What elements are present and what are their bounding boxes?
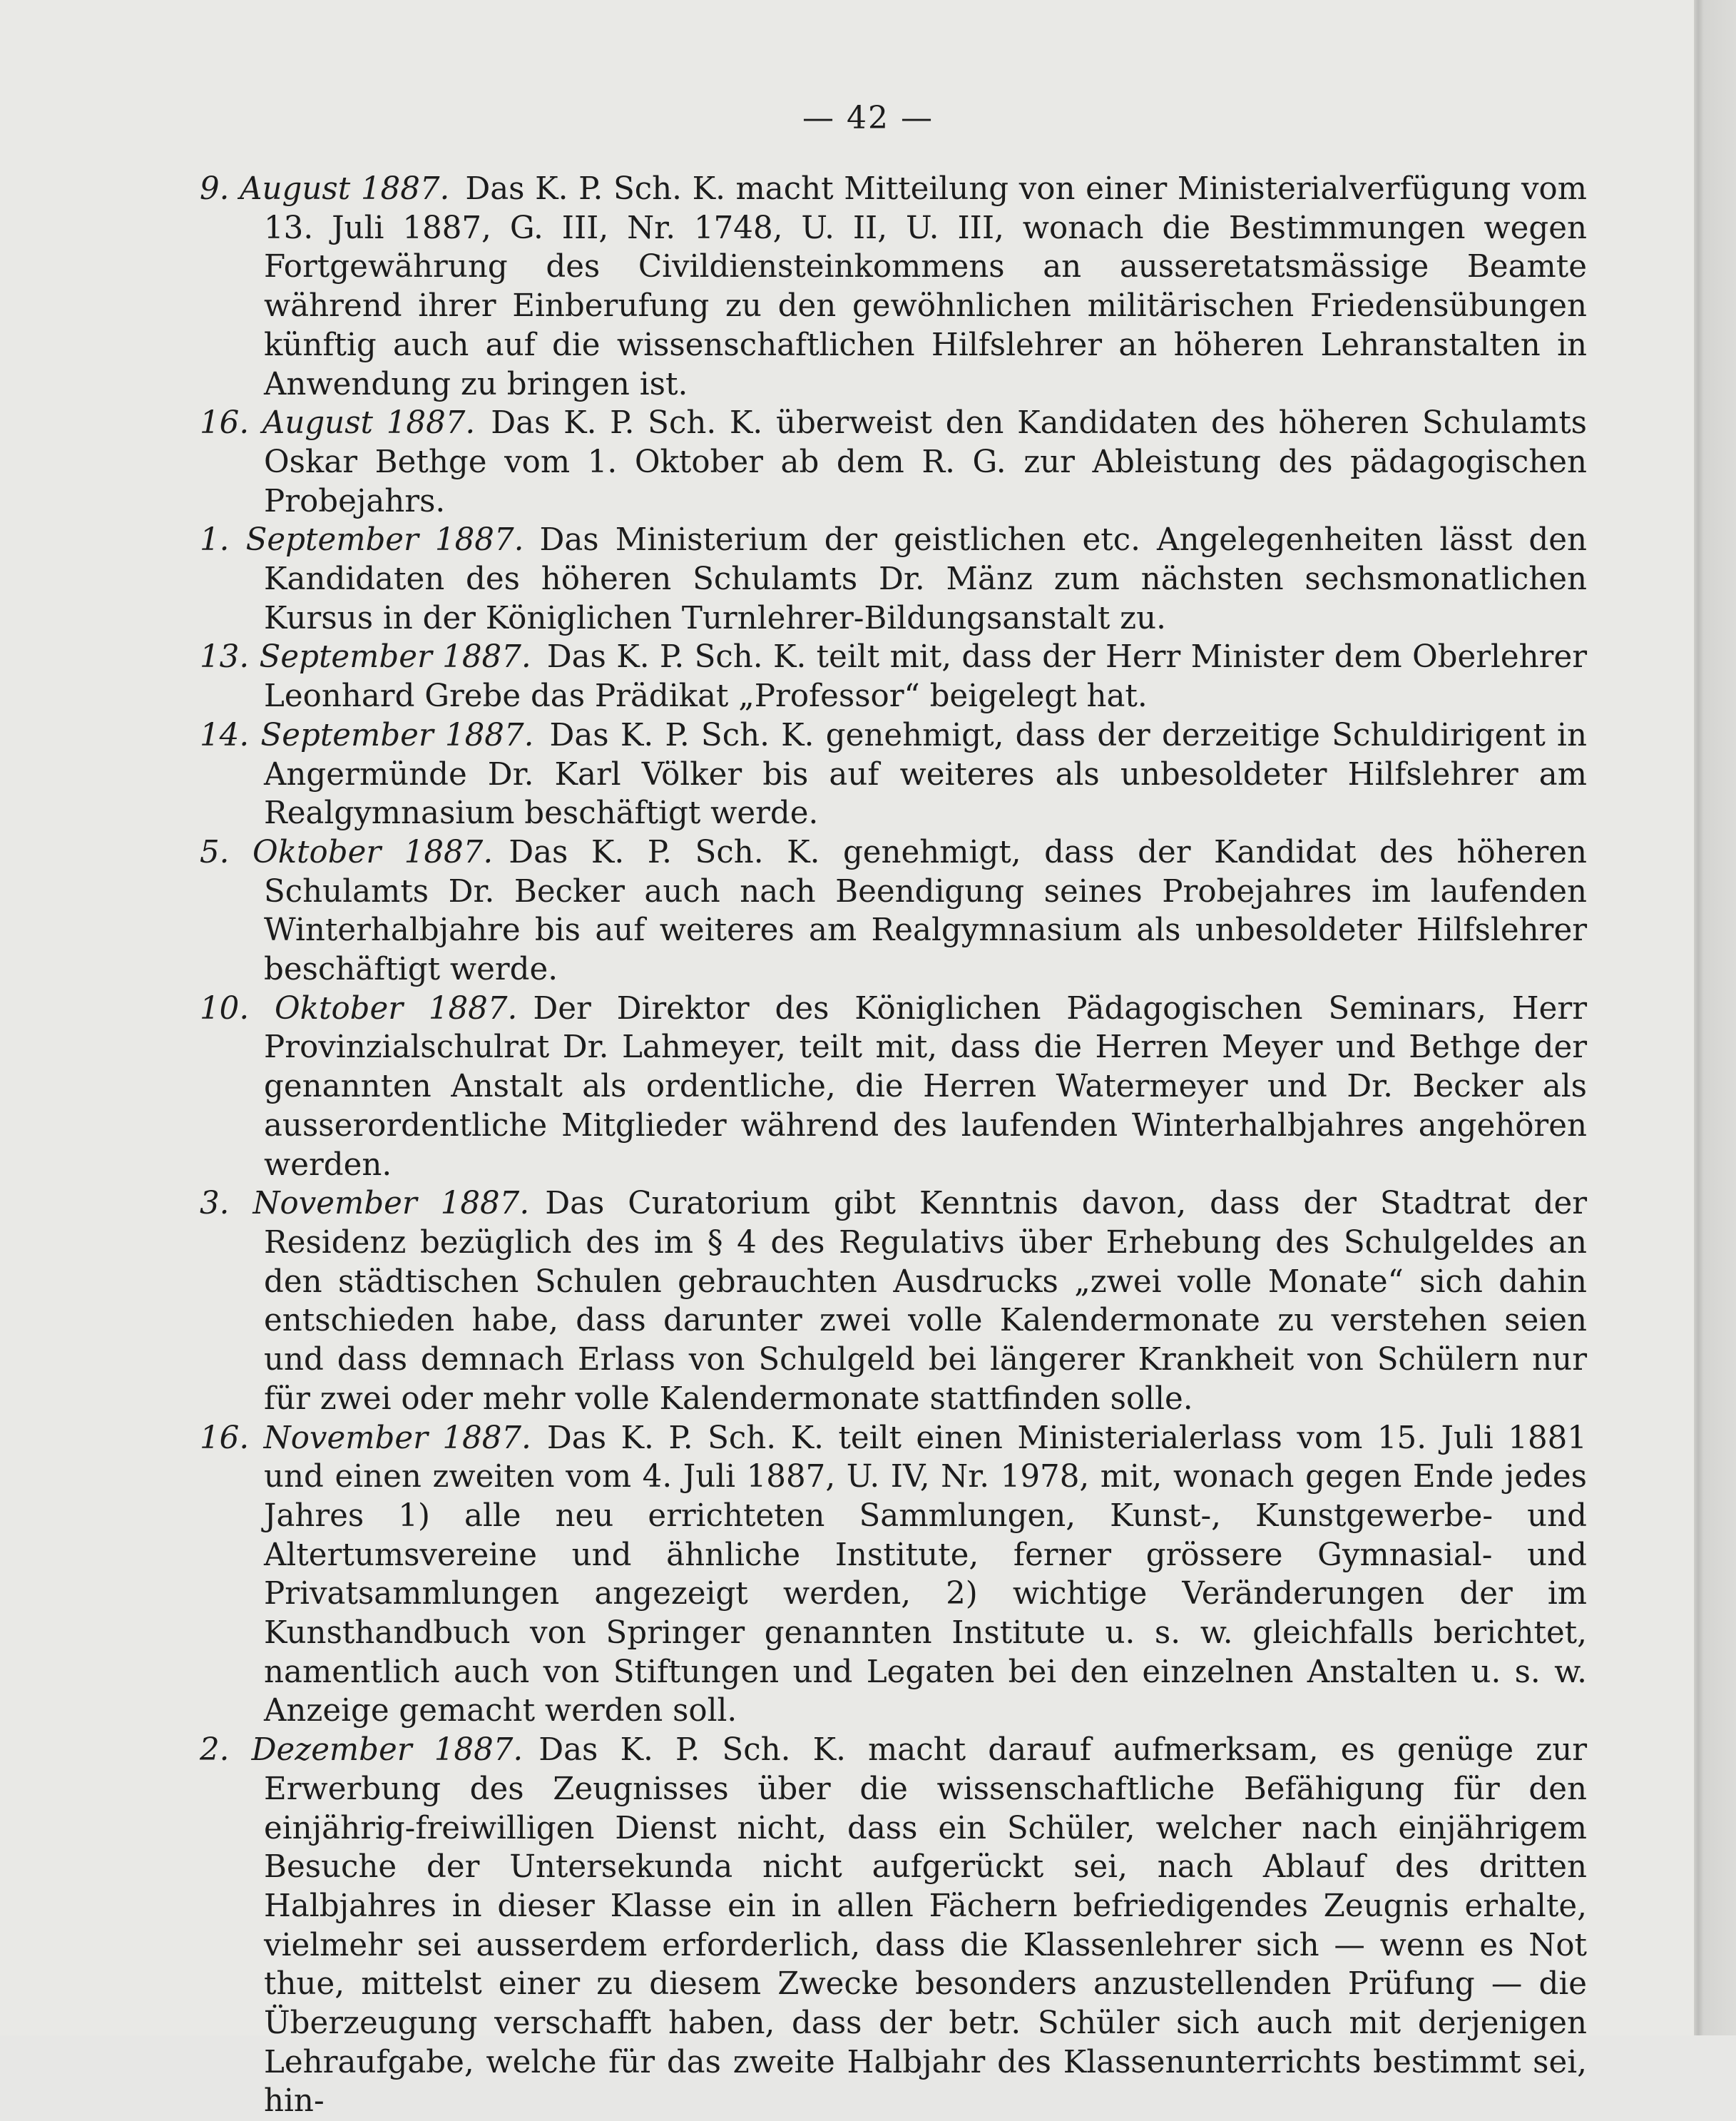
entry-1887-08-09 [200, 170, 1587, 404]
entry-1887-11-16 [200, 1419, 1587, 1731]
entry-text: Das K. P. Sch. K. macht Mitteilung von einer Ministerialverfügung vom 13. Juli 1887, G. III, Nr. 1748, U. II, U. III, wonach die Bestimmungen wegen Fortgewährung des Civildiensteinkommens an ausseretatsmässige Beamte während ihrer Einberufung zu den gewöhnlichen militärischen Friedensübungen künftig auch auf die wissenschaftlichen Hilfslehrer an höheren Lehranstalten in Anwendung zu bringen ist. [264, 171, 1587, 402]
entry-text: Das K. P. Sch. K. überweist den Kandidaten des höheren Schulamts Oskar Bethge vom 1. Oktober ab dem R. G. zur Ableistung des pädagogischen Probejahrs. [264, 405, 1588, 519]
entry-date: 16. August 1887. [200, 405, 476, 442]
page-number: — 42 — [802, 100, 934, 136]
entry-date: 13. September 1887. [200, 639, 531, 676]
entry-date: 10. Oktober 1887. [200, 990, 518, 1027]
entry-text: Das K. P. Sch. K. macht darauf aufmerksam, es genüge zur Erwerbung des Zeugnisses über die wissenschaftliche Befähigung für den einjährig-freiwilligen Dienst nicht, dass ein Schüler, welcher nach einjährigem Besuche der Untersekunda nicht aufgerückt sei, nach Ablauf des dritten Halbjahres in dieser Klasse ein in allen Fächern befriedigendes Zeugnis erhalte, vielmehr sei ausserdem erforderlich, dass die Klassenlehrer sich — wenn es Not thue, mittelst einer zu diesem Zwecke besonders anzustellenden Prüfung — die Überzeugung verschafft haben, dass der betr. Schüler sich auch mit derjenigen Lehraufgabe, welche für das zweite Halbjahr des Klassenunterrichts bestimmt sei, hin- [264, 1732, 1587, 2120]
entry-1887-09-13 [200, 638, 1587, 716]
entry-date: 1. September 1887. [200, 522, 524, 559]
entry-date: 2. Dezember 1887. [200, 1732, 524, 1769]
entry-text: Das K. P. Sch. K. teilt mit, dass der Herr Minister dem Oberlehrer Leonhard Grebe das Prädikat „Professor“ beigelegt hat. [264, 639, 1587, 715]
entry-date: 3. November 1887. [200, 1186, 530, 1222]
entry-text: Das K. P. Sch. K. teilt einen Ministerialerlass vom 15. Juli 1881 und einen zweiten vom 4. Juli 1887, U. IV, Nr. 1978, mit, wonach gegen Ende jedes Jahres 1) alle neu errichteten Sammlungen, Kunst-, Kunstgewerbe- und Altertumsvereine und ähnliche Institute, ferner grössere Gymnasial- und Privatsammlungen angezeigt werden, 2) wichtige Veränderungen der im Kunsthandbuch von Springer genannten Institute u. s. w. gleichfalls berichtet, namentlich auch von Stiftungen und Legaten bei den einzelnen Anstalten u. s. w. Anzeige gemacht werden soll. [264, 1420, 1587, 1729]
entry-text: Das K. P. Sch. K. genehmigt, dass der Kandidat des höheren Schulamts Dr. Becker auch nach Beendigung seines Probejahres im laufenden Winterhalbjahre bis auf weiteres am Realgymnasium als unbesoldeter Hilfslehrer beschäftigt werde. [264, 834, 1588, 988]
entry-date: 16. November 1887. [200, 1420, 531, 1456]
entry-1887-10-10 [200, 990, 1587, 1185]
entry-date: 14. September 1887. [200, 717, 534, 753]
entry-1887-11-03 [200, 1184, 1587, 1418]
entry-date: 5. Oktober 1887. [200, 834, 494, 870]
page-edge-shadow [1694, 0, 1736, 2035]
entry-1887-09-01 [200, 521, 1587, 638]
entry-1887-10-05 [200, 833, 1587, 990]
entry-1887-08-16 [200, 404, 1587, 521]
chronicle-entries [200, 170, 1587, 2121]
entry-date: 9. August 1887. [200, 171, 450, 207]
entry-text: Das Ministerium der geistlichen etc. Angelegenheiten lässt den Kandidaten des höheren Schulamts Dr. Mänz zum nächsten sechsmonatlichen Kursus in der Königlichen Turnlehrer-Bildungsanstalt zu. [264, 522, 1587, 636]
entry-1887-12-02 [200, 1731, 1587, 2121]
entry-text: Der Direktor des Königlichen Pädagogischen Seminars, Herr Provinzialschulrat Dr. Lahmeyer, teilt mit, dass die Herren Meyer und Bethge der genannten Anstalt als ordentliche, die Herren Watermeyer und Dr. Becker als ausserordentliche Mitglieder während des laufenden Winterhalbjahres angehören werden. [264, 990, 1587, 1183]
entry-text: Das K. P. Sch. K. genehmigt, dass der derzeitige Schuldirigent in Angermünde Dr. Karl Völker bis auf weiteres als unbesoldeter Hilfslehrer am Realgymnasium beschäftigt werde. [264, 717, 1587, 832]
entry-text: Das Curatorium gibt Kenntnis davon, dass der Stadtrat der Residenz bezüglich des im § 4 des Regulativs über Erhebung des Schulgeldes an den städtischen Schulen gebrauchten Ausdrucks „zwei volle Monate“ sich dahin entschieden habe, dass darunter zwei volle Kalendermonate zu verstehen seien und dass demnach Erlass von Schulgeld bei längerer Krankheit von Schülern nur für zwei oder mehr volle Kalendermonate stattfinden solle. [264, 1186, 1587, 1417]
entry-1887-09-14 [200, 716, 1587, 833]
